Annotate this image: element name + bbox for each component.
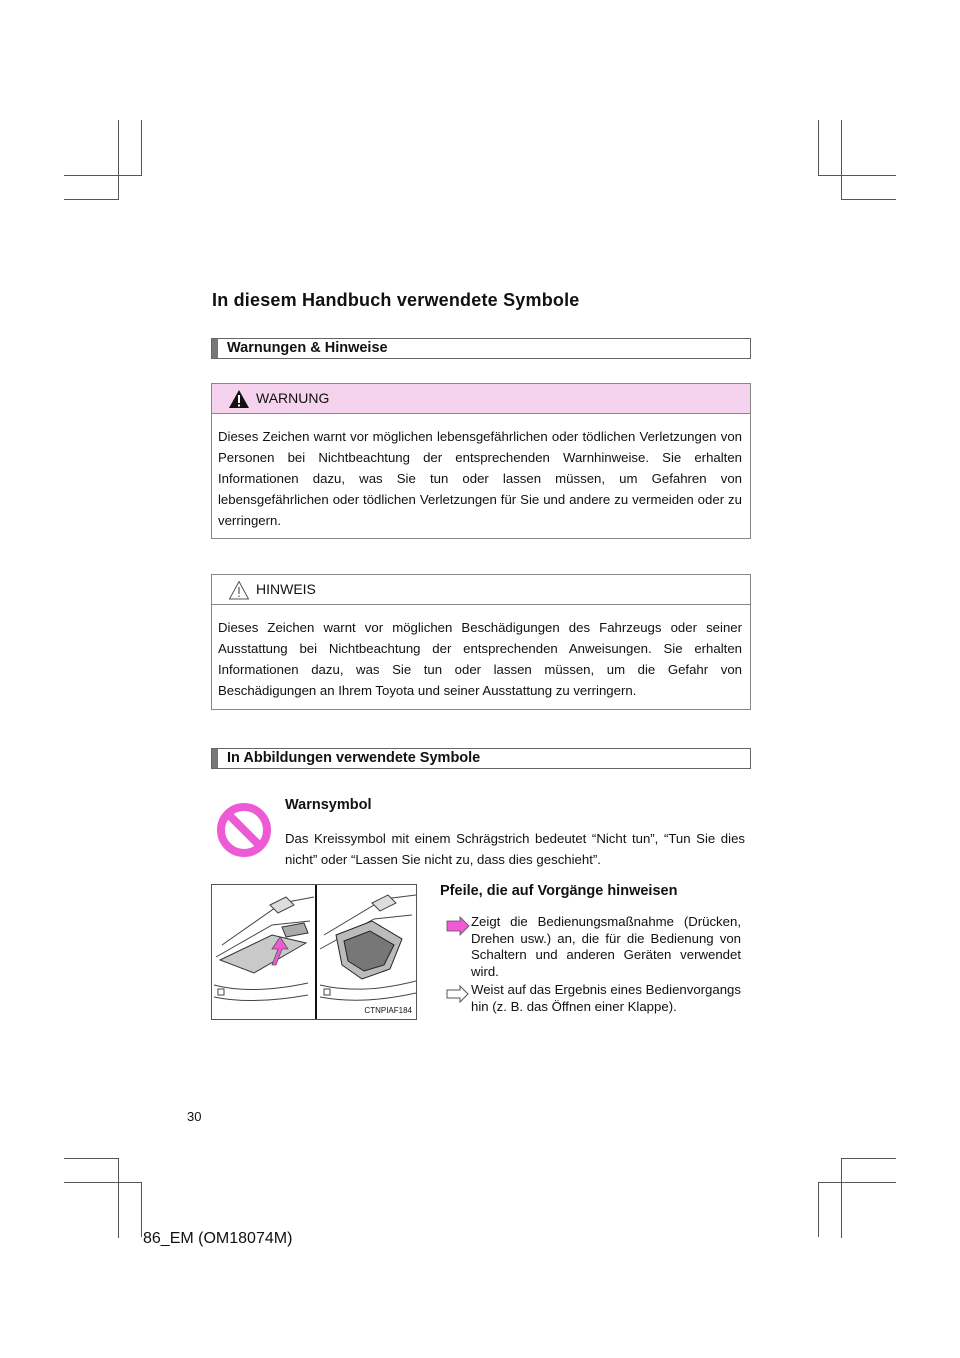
- filled-arrow-text: Zeigt die Bedienungsmaßnahme (Drücken, Drehen usw.) an, die für die Bedienung von Schaltern und anderen Geräten verwendet wird.: [471, 914, 741, 979]
- warning-header: [212, 384, 750, 414]
- illustration-figure: [211, 884, 417, 1020]
- page-title: In diesem Handbuch verwendete Symbole: [212, 290, 580, 310]
- section-header-warnings: [211, 338, 751, 359]
- prohibition-icon: [216, 802, 272, 858]
- section-header-illustrations: [211, 748, 751, 769]
- arrows-heading: Pfeile, die auf Vorgänge hinweisen: [440, 883, 678, 899]
- notice-text: Dieses Zeichen warnt vor möglichen Beschädigungen des Fahrzeugs oder seiner Ausstattung bei Nichtbeachtung der entsprechenden Anweisungen. Sie erhalten Informationen dazu, was Sie tun oder lassen müssen, um die Gefahr von Beschädigungen an Ihrem Toyota und seiner Ausstattung zu verringern.: [218, 620, 742, 698]
- illustration-drawing: [212, 885, 416, 1019]
- warnsymbol-text: Das Kreissymbol mit einem Schrägstrich bedeutet “Nicht tun”, “Tun Sie dies nicht” oder “Lassen Sie nicht zu, dass dies geschieht”.: [285, 831, 745, 867]
- footer-code: 86_EM (OM18074M): [143, 1230, 293, 1247]
- page-number: 30: [187, 1109, 202, 1124]
- warning-triangle-icon: [228, 389, 250, 409]
- warning-box: [211, 383, 751, 539]
- notice-box: [211, 574, 751, 710]
- warning-text: Dieses Zeichen warnt vor möglichen lebensgefährlichen oder tödlichen Verletzungen von Personen bei Nichtbeachtung der entsprechenden Warnhinweise. Sie erhalten Informationen dazu, was Sie tun oder lassen müssen, um Gefahren von lebensgefährlichen oder tödlichen Verletzungen für Sie und andere zu vermeiden oder zu verringern.: [218, 429, 742, 528]
- notice-label: HINWEIS: [256, 581, 316, 597]
- filled-arrow-icon: [446, 916, 470, 936]
- section-header-label: In Abbildungen verwendete Symbole: [227, 750, 481, 766]
- outline-arrow-text: Weist auf das Ergebnis eines Bedienvorgangs hin (z. B. das Öffnen einer Klappe).: [471, 982, 741, 1014]
- warnsymbol-heading: Warnsymbol: [285, 797, 372, 813]
- outline-arrow-icon: [446, 984, 470, 1004]
- notice-triangle-icon: [228, 580, 250, 600]
- warning-label: WARNUNG: [256, 390, 330, 406]
- figure-code: CTNPIAF184: [364, 1006, 412, 1015]
- section-header-label: Warnungen & Hinweise: [227, 340, 388, 356]
- notice-header: [212, 575, 750, 605]
